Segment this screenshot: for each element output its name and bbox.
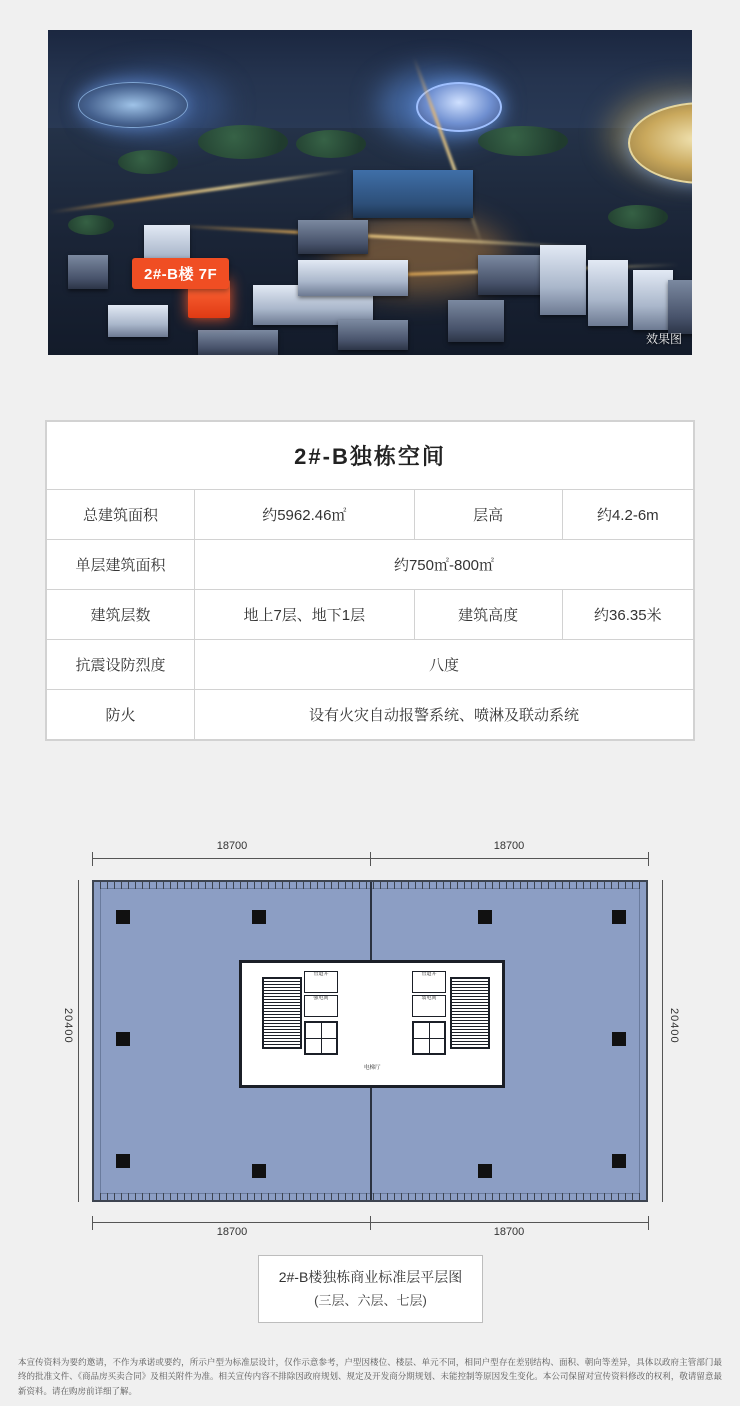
dimension-line-bottom-right — [370, 1222, 648, 1223]
structural-column — [116, 1154, 130, 1168]
building-block — [298, 260, 408, 296]
cell-value-total-area: 约5962.46㎡ — [195, 490, 415, 540]
cell-label-total-area: 总建筑面积 — [47, 490, 195, 540]
spec-table — [46, 421, 694, 740]
image-caption: 效果图 — [645, 332, 682, 346]
tree-cluster — [118, 150, 178, 174]
building-core — [239, 960, 505, 1088]
tree-cluster — [478, 126, 568, 156]
core-room-electrical-left: 强电间 — [304, 995, 338, 1017]
dimension-line-bottom-left — [92, 1222, 370, 1223]
cell-value-floor-count: 地上7层、地下1层 — [195, 590, 415, 640]
table-row — [47, 690, 694, 740]
building-block — [540, 245, 586, 315]
building-block — [633, 270, 673, 330]
cell-label-floor-count: 建筑层数 — [47, 590, 195, 640]
tree-cluster — [608, 205, 668, 229]
elevator-left — [304, 1021, 338, 1055]
dimension-line-right — [662, 880, 663, 1202]
building-block — [108, 305, 168, 337]
table-row — [47, 640, 694, 690]
floor-plan-caption-main: 2#-B楼独栋商业标准层平层图 — [278, 1269, 463, 1285]
building-block — [478, 255, 548, 295]
cell-value-building-height: 约36.35米 — [562, 590, 693, 640]
core-room-pipe-shaft-right: 管道井 — [412, 971, 446, 993]
floor-plan-caption-sub: (三层、六层、七层) — [314, 1292, 427, 1308]
dimension-line-top-left — [92, 858, 370, 859]
building-block — [668, 280, 692, 334]
cell-label-building-height: 建筑高度 — [414, 590, 562, 640]
structural-column — [252, 1164, 266, 1178]
structural-column — [116, 1032, 130, 1046]
dimension-label-top-right: 18700 — [493, 840, 525, 852]
building-block — [68, 255, 108, 289]
cell-value-seismic: 八度 — [195, 640, 694, 690]
floor-plan-area — [0, 830, 740, 1270]
structural-column — [252, 910, 266, 924]
cell-label-fireproof: 防火 — [47, 690, 195, 740]
table-row — [47, 590, 694, 640]
hero-rendering-image — [48, 30, 692, 355]
dimension-tick — [92, 852, 93, 866]
table-row-title — [47, 422, 694, 490]
cell-label-floor-height: 层高 — [414, 490, 562, 540]
building-block — [198, 330, 278, 355]
dimension-label-right: 20400 — [668, 1008, 680, 1044]
stadium-left-icon — [78, 82, 188, 128]
dimension-tick — [648, 852, 649, 866]
table-row — [47, 540, 694, 590]
elevator-right — [412, 1021, 446, 1055]
cell-label-single-floor-area: 单层建筑面积 — [47, 540, 195, 590]
dimension-tick — [370, 852, 371, 866]
cell-value-fireproof: 设有火灾自动报警系统、喷淋及联动系统 — [195, 690, 694, 740]
dimension-label-left: 20400 — [62, 1008, 74, 1044]
tree-cluster — [296, 130, 366, 158]
dimension-label-top-left: 18700 — [216, 840, 248, 852]
structural-column — [612, 1032, 626, 1046]
building-block — [588, 260, 628, 326]
building-block — [353, 170, 473, 218]
dimension-tick — [370, 1216, 371, 1230]
floor-plan-caption — [258, 1255, 483, 1323]
cell-label-seismic: 抗震设防烈度 — [47, 640, 195, 690]
core-room-pipe-shaft-left: 管道井 — [304, 971, 338, 993]
tree-cluster — [68, 215, 114, 235]
dimension-tick — [92, 1216, 93, 1230]
building-block — [338, 320, 408, 350]
tree-cluster — [198, 125, 288, 159]
stairwell-left — [262, 977, 302, 1049]
dimension-label-bottom-left: 18700 — [216, 1226, 248, 1238]
building-tag-badge: 2#-B楼 7F — [132, 258, 229, 289]
stadium-center-icon — [416, 82, 502, 132]
spec-table-container — [45, 420, 695, 741]
spec-table-title: 2#-B独栋空间 — [47, 422, 694, 490]
dimension-label-bottom-right: 18700 — [493, 1226, 525, 1238]
dimension-line-left — [78, 880, 79, 1202]
stairwell-right — [450, 977, 490, 1049]
cell-value-single-floor-area: 约750㎡-800㎡ — [195, 540, 694, 590]
dimension-tick — [648, 1216, 649, 1230]
structural-column — [612, 1154, 626, 1168]
cell-value-floor-height: 约4.2-6m — [562, 490, 693, 540]
structural-column — [478, 1164, 492, 1178]
building-block — [448, 300, 504, 342]
building-block — [298, 220, 368, 254]
legal-disclaimer: 本宣传资料为要约邀请，不作为承诺或要约，所示户型为标准层设计，仅作示意参考，户型因楼位、楼层、单元不同，相同户型存在差别结构、面积、朝向等差异，具体以政府主管部门最终的批准文件、《商品房买卖合同》及相关附件为准。相关宣传内容不排除因政府规划、规定及开发商分期规划、未能控制等原因发生变化。本公司保留对宣传资料修改的权利，敬请留意最新资料。请在购房前详细了解。 — [18, 1357, 722, 1396]
core-room-weak-current-right: 弱电间 — [412, 995, 446, 1017]
elevator-lobby-label: 电梯厅 — [364, 1065, 381, 1071]
structural-column — [478, 910, 492, 924]
structural-column — [116, 910, 130, 924]
floor-plan-outline — [92, 880, 648, 1202]
table-row — [47, 490, 694, 540]
structural-column — [612, 910, 626, 924]
dimension-line-top-right — [370, 858, 648, 859]
